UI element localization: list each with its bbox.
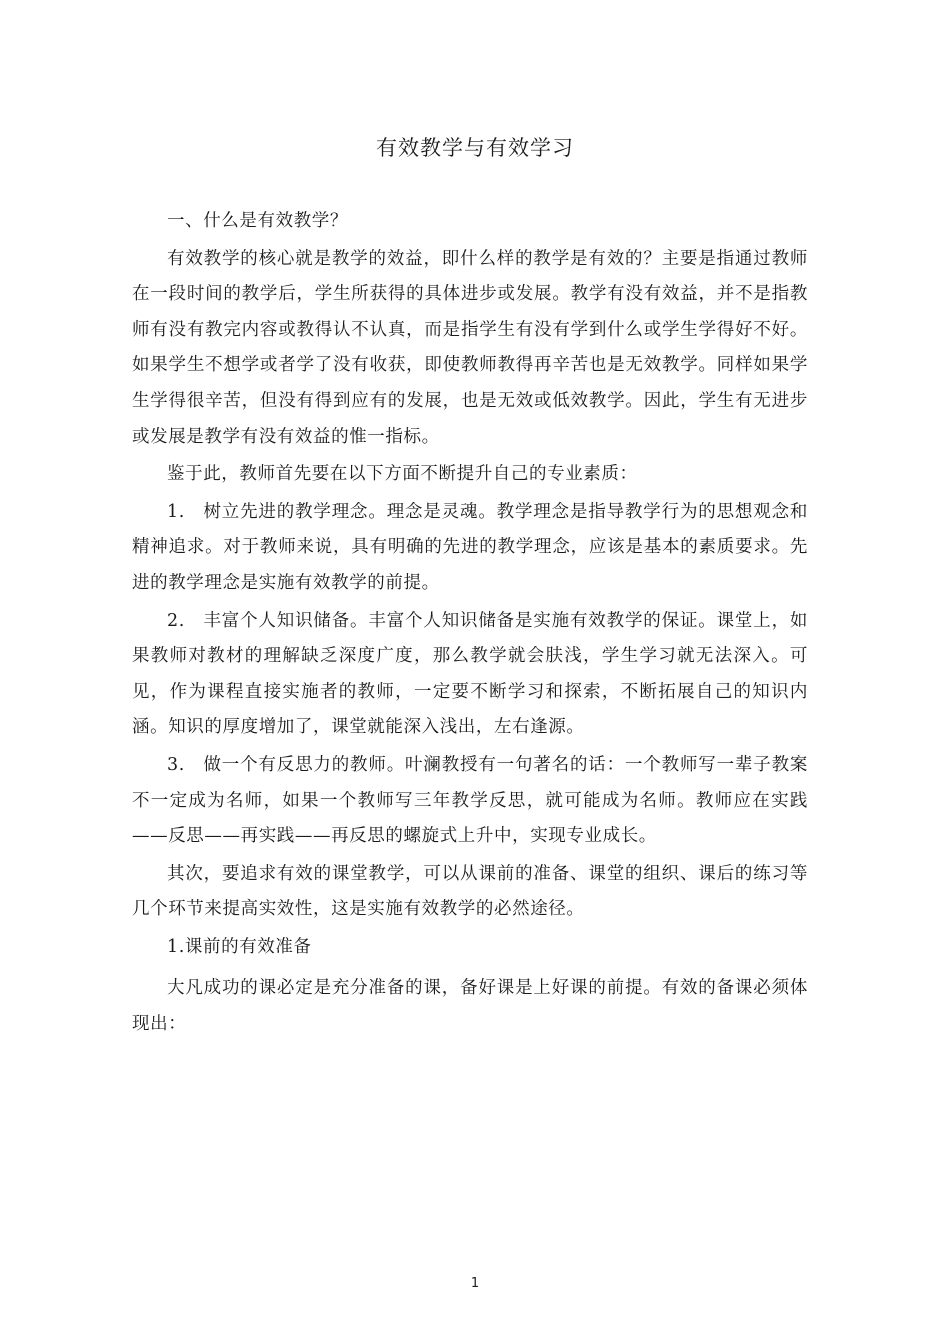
section-heading: 一、什么是有效教学？ (167, 211, 348, 231)
list-item: 1. 树立先进的教学理念。理念是灵魂。教学理念是指导教学行为的思想观念和精神追求。对于教师来说，具有明确的先进的教学理念，应该是基本的素质要求。先进的教学理念是实施有效教学的前提。 (132, 501, 808, 593)
document-body (132, 204, 808, 1045)
paragraph: 鉴于此，教师首先要在以下方面不断提升自己的专业素质： (167, 464, 638, 485)
subsection-heading: 1.课前的有效准备 (167, 936, 312, 957)
paragraph: 有效教学的核心就是教学的效益，即什么样的教学是有效的？主要是指通过教师在一段时间的教学后，学生所获得的具体进步或发展。教学有没有效益，并不是指教师有没有教完内容或教得认不认真，而是指学生有没有学到什么或学生学得好不好。如果学生不想学或者学了没有收获，即使教师教得再辛苦也是无效教学。同样如果学生学得很辛苦，但没有得到应有的发展，也是无效或低效教学。因此，学生有无进步或发展是教学有没有效益的惟一指标。 (132, 248, 808, 447)
list-item: 2. 丰富个人知识储备。丰富个人知识储备是实施有效教学的保证。课堂上，如果教师对教材的理解缺乏深度广度，那么教学就会肤浅，学生学习就无法深入。可见，作为课程直接实施者的教师，一定要不断学习和探索，不断拓展自己的知识内涵。知识的厚度增加了，课堂就能深入浅出，左右逢源。 (132, 610, 808, 738)
paragraph: 大凡成功的课必定是充分准备的课，备好课是上好课的前提。有效的备课必须体现出： (132, 978, 808, 1035)
document-title: 有效教学与有效学习 (376, 136, 574, 160)
paragraph: 其次，要追求有效的课堂教学，可以从课前的准备、课堂的组织、课后的练习等几个环节来提高实效性，这是实施有效教学的必然途径。 (132, 863, 808, 920)
page-number: 1 (470, 1276, 480, 1291)
list-item: 3. 做一个有反思力的教师。叶澜教授有一句著名的话：一个教师写一辈子教案不一定成为名师，如果一个教师写三年教学反思，就可能成为名师。教师应在实践——反思——再实践——再反思的螺旋式上升中，实现专业成长。 (132, 754, 808, 847)
